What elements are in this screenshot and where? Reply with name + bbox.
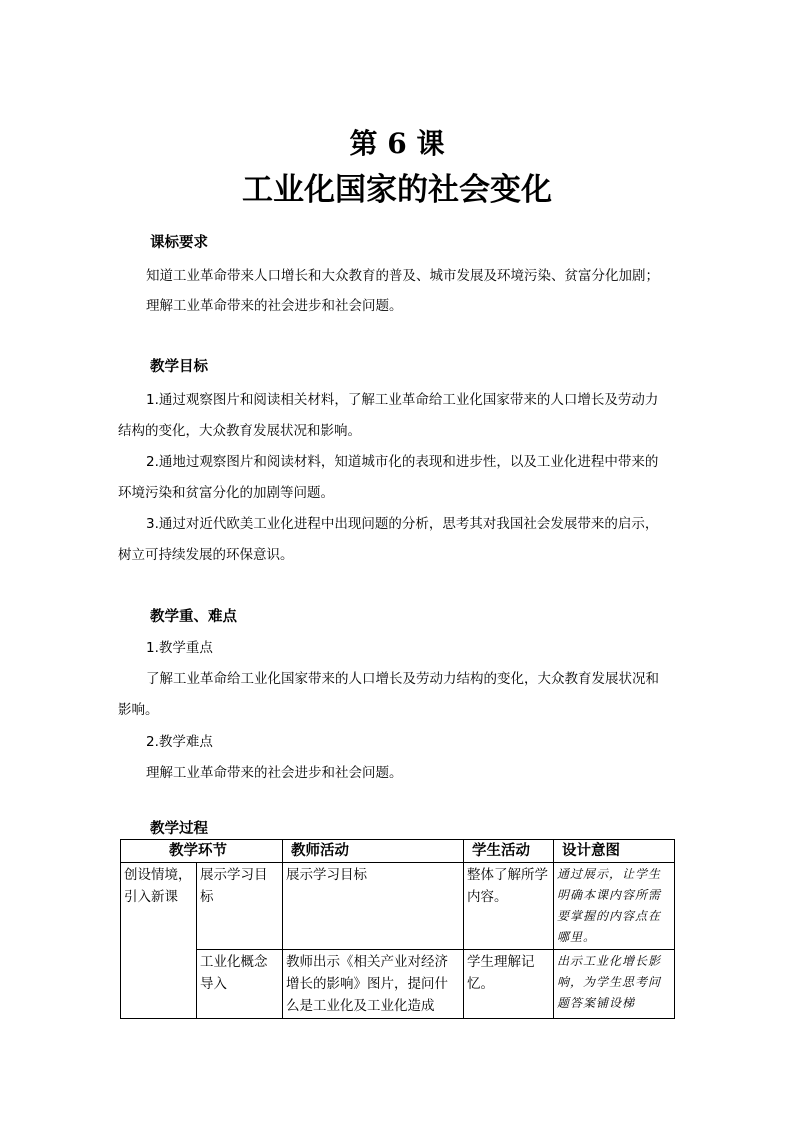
lesson-number: 第 6 课 [349,127,445,160]
student-cell: 学生理解记忆。 [464,950,554,1019]
design-cell: 通过展示，让学生明确本课内容所需要掌握的内容点在哪里。 [554,863,675,950]
keypoint-label: 2.教学难点 [146,734,213,750]
teacher-cell: 教师出示《相关产业对经济增长的影响》图片，提问什么是工业化及工业化造成 [283,950,464,1019]
design-cell: 出示工业化增长影响，为学生思考问题答案铺设梯 [554,950,675,1019]
objective-line: 1.通过观察图片和阅读相关材料，了解工业革命给工业化国家带来的人口增长及劳动力 [146,392,659,408]
header-design: 设计意图 [554,840,675,863]
keypoint-line: 理解工业革命带来的社会进步和社会问题。 [146,765,403,781]
curriculum-line: 理解工业革命带来的社会进步和社会问题。 [146,298,403,314]
header-teacher: 教师活动 [283,840,464,863]
stage-cell: 创设情境，引入新课 [121,863,197,1019]
objectives-heading: 教学目标 [150,359,208,375]
teacher-cell: 展示学习目标 [283,863,464,950]
keypoint-line: 了解工业革命给工业化国家带来的人口增长及劳动力结构的变化，大众教育发展状况和 [146,671,659,687]
process-heading: 教学过程 [150,821,208,837]
table-row [121,863,675,950]
student-cell: 整体了解所学内容。 [464,863,554,950]
keypoint-label: 1.教学重点 [146,640,213,656]
keypoints-heading: 教学重、难点 [150,609,237,625]
objective-line: 结构的变化，大众教育发展状况和影响。 [118,423,361,439]
objective-line: 2.通地过观察图片和阅读材料，知道城市化的表现和进步性，以及工业化进程中带来的 [146,454,659,470]
curriculum-heading: 课标要求 [150,235,208,251]
keypoint-line: 影响。 [118,702,159,718]
header-student: 学生活动 [464,840,554,863]
curriculum-line: 知道工业革命带来人口增长和大众教育的普及、城市发展及环境污染、贫富分化加剧； [146,268,659,284]
header-stage: 教学环节 [121,840,283,863]
objective-line: 树立可持续发展的环保意识。 [118,547,294,563]
objective-line: 环境污染和贫富分化的加剧等问题。 [118,485,334,501]
objective-line: 3.通过对近代欧美工业化进程中出现问题的分析，思考其对我国社会发展带来的启示， [146,516,659,532]
table-header-row [121,840,675,863]
substage-cell: 工业化概念导入 [197,950,283,1019]
substage-cell: 展示学习目标 [197,863,283,950]
process-table [120,839,675,1019]
table-row [121,950,675,1019]
lesson-title: 工业化国家的社会变化 [242,172,552,208]
